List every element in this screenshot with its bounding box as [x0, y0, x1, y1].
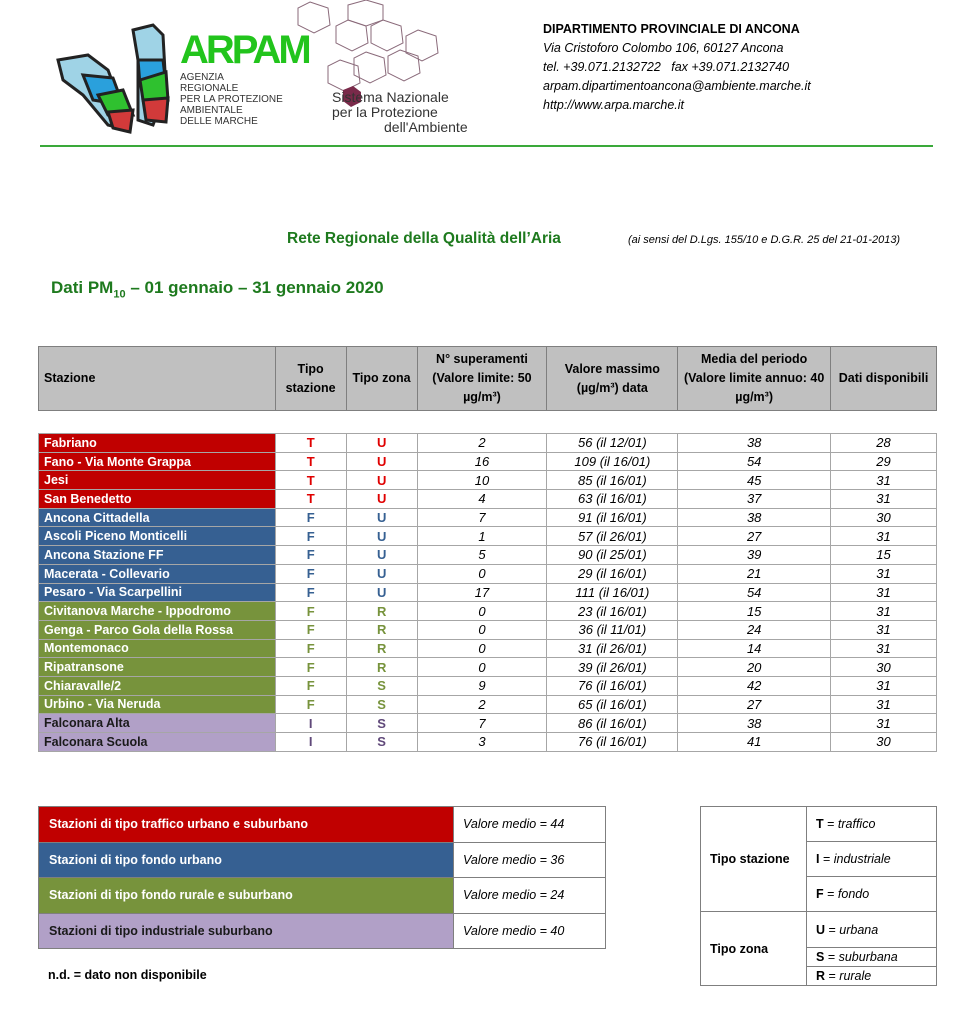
superamenti-cell: 0 — [417, 564, 547, 583]
key-desc: traffico — [837, 817, 876, 831]
table-row — [39, 490, 937, 509]
arpam-logo-text: ARPAM — [180, 28, 309, 72]
valore-massimo-cell: 76 (il 16/01) — [547, 676, 678, 695]
column-header-valore-massimo: Valore massimo (µg/m³) data — [547, 347, 678, 411]
table-row — [39, 452, 937, 471]
tipo-zona-cell: U — [346, 508, 417, 527]
tipo-zona-cell: U — [346, 546, 417, 565]
superamenti-cell: 7 — [417, 714, 547, 733]
agency-line: AGENZIA — [180, 72, 224, 83]
table-row — [39, 434, 937, 453]
key-R: R = rurale — [807, 967, 937, 986]
station-name-cell: Pesaro - Via Scarpellini — [39, 583, 276, 602]
legend-label: Stazioni di tipo industriale suburbano — [39, 913, 454, 949]
key-I: I = industriale — [807, 842, 937, 877]
key-desc: urbana — [839, 922, 879, 937]
table-row — [39, 639, 937, 658]
superamenti-cell: 9 — [417, 676, 547, 695]
superamenti-cell: 3 — [417, 733, 547, 752]
legend-label: Stazioni di tipo traffico urbano e suburbano — [39, 807, 454, 843]
valore-massimo-cell: 36 (il 11/01) — [547, 620, 678, 639]
tipo-stazione-cell: F — [275, 527, 346, 546]
legend-row — [39, 807, 606, 843]
agency-line: REGIONALE — [180, 83, 239, 94]
station-name-cell: Civitanova Marche - Ippodromo — [39, 602, 276, 621]
station-name-cell: Ancona Stazione FF — [39, 546, 276, 565]
station-name-cell: San Benedetto — [39, 490, 276, 509]
tipo-zona-cell: S — [346, 714, 417, 733]
dati-disponibili-cell: 31 — [831, 490, 937, 509]
superamenti-cell: 7 — [417, 508, 547, 527]
department-contact — [543, 20, 811, 115]
media-periodo-cell: 54 — [678, 583, 831, 602]
dati-disponibili-cell: 31 — [831, 714, 937, 733]
key-desc: industriale — [833, 852, 891, 866]
dati-disponibili-cell: 30 — [831, 658, 937, 677]
key-desc: fondo — [837, 887, 870, 901]
table-row — [39, 546, 937, 565]
pm10-data-table — [38, 433, 937, 752]
subtitle-period: – 01 gennaio – 31 gennaio 2020 — [125, 278, 384, 297]
media-periodo-cell: 42 — [678, 676, 831, 695]
column-header-tipo-stazione: Tipo stazione — [275, 347, 346, 411]
snpa-logo-text — [332, 90, 532, 135]
dati-disponibili-cell: 31 — [831, 602, 937, 621]
subtitle-text: Dati PM — [51, 278, 114, 297]
tipo-zona-cell: U — [346, 490, 417, 509]
tipo-stazione-cell: F — [275, 508, 346, 527]
station-name-cell: Jesi — [39, 471, 276, 490]
legend-row — [39, 913, 606, 949]
valore-massimo-cell: 39 (il 26/01) — [547, 658, 678, 677]
nd-note: n.d. = dato non disponibile — [48, 968, 207, 982]
table-row — [39, 676, 937, 695]
media-periodo-cell: 54 — [678, 452, 831, 471]
superamenti-cell: 0 — [417, 620, 547, 639]
key-code: R — [816, 969, 826, 983]
agency-line: AMBIENTALE — [180, 105, 243, 116]
tipo-zona-cell: S — [346, 676, 417, 695]
header-divider — [40, 145, 933, 147]
tipo-zona-cell: R — [346, 658, 417, 677]
legal-note: (ai sensi del D.Lgs. 155/10 e D.G.R. 25 del 21-01-2013) — [628, 234, 901, 246]
legend-average-value: Valore medio = 24 — [454, 878, 606, 914]
media-periodo-cell: 27 — [678, 527, 831, 546]
key-desc: suburbana — [838, 950, 898, 964]
station-name-cell: Urbino - Via Neruda — [39, 695, 276, 714]
column-header-media: Media del periodo (Valore limite annuo: 40 µg/m³) — [678, 347, 831, 411]
station-name-cell: Ancona Cittadella — [39, 508, 276, 527]
key-F: F = fondo — [807, 877, 937, 912]
valore-massimo-cell: 65 (il 16/01) — [547, 695, 678, 714]
media-periodo-cell: 38 — [678, 434, 831, 453]
valore-massimo-cell: 29 (il 16/01) — [547, 564, 678, 583]
tipo-zona-cell: R — [346, 602, 417, 621]
agency-name — [180, 72, 300, 127]
group-average-legend — [38, 806, 606, 949]
media-periodo-cell: 37 — [678, 490, 831, 509]
valore-massimo-cell: 31 (il 26/01) — [547, 639, 678, 658]
legend-label: Stazioni di tipo fondo urbano — [39, 842, 454, 878]
key-desc: rurale — [839, 969, 872, 983]
station-name-cell: Chiaravalle/2 — [39, 676, 276, 695]
dati-disponibili-cell: 30 — [831, 508, 937, 527]
table-row — [39, 620, 937, 639]
legend-label: Stazioni di tipo fondo rurale e suburbano — [39, 878, 454, 914]
station-name-cell: Fano - Via Monte Grappa — [39, 452, 276, 471]
tipo-stazione-cell: T — [275, 452, 346, 471]
valore-massimo-cell: 90 (il 25/01) — [547, 546, 678, 565]
media-periodo-cell: 24 — [678, 620, 831, 639]
website-link[interactable]: http://www.arpa.marche.it — [543, 98, 685, 112]
table-row — [39, 527, 937, 546]
snpa-line: per la Protezione — [332, 104, 438, 120]
department-name: DIPARTIMENTO PROVINCIALE DI ANCONA — [543, 22, 800, 36]
tipo-stazione-cell: T — [275, 471, 346, 490]
media-periodo-cell: 21 — [678, 564, 831, 583]
superamenti-cell: 0 — [417, 602, 547, 621]
media-periodo-cell: 41 — [678, 733, 831, 752]
superamenti-cell: 10 — [417, 471, 547, 490]
valore-massimo-cell: 76 (il 16/01) — [547, 733, 678, 752]
tipo-stazione-cell: I — [275, 714, 346, 733]
dati-disponibili-cell: 31 — [831, 583, 937, 602]
superamenti-cell: 2 — [417, 695, 547, 714]
station-name-cell: Genga - Parco Gola della Rossa — [39, 620, 276, 639]
tipo-zona-cell: U — [346, 452, 417, 471]
snpa-line: dell'Ambiente — [384, 119, 468, 135]
page-subtitle — [51, 278, 384, 300]
key-T: T = traffico — [807, 807, 937, 842]
tipo-stazione-cell: F — [275, 676, 346, 695]
dati-disponibili-cell: 31 — [831, 695, 937, 714]
tipo-stazione-cell: F — [275, 583, 346, 602]
station-name-cell: Ascoli Piceno Monticelli — [39, 527, 276, 546]
dati-disponibili-cell: 28 — [831, 434, 937, 453]
station-name-cell: Falconara Scuola — [39, 733, 276, 752]
dati-disponibili-cell: 31 — [831, 676, 937, 695]
tipo-stazione-cell: I — [275, 733, 346, 752]
type-key-table — [700, 806, 937, 986]
media-periodo-cell: 38 — [678, 508, 831, 527]
valore-massimo-cell: 91 (il 16/01) — [547, 508, 678, 527]
tipo-stazione-cell: T — [275, 490, 346, 509]
superamenti-cell: 1 — [417, 527, 547, 546]
tipo-stazione-cell: F — [275, 564, 346, 583]
media-periodo-cell: 38 — [678, 714, 831, 733]
valore-massimo-cell: 86 (il 16/01) — [547, 714, 678, 733]
superamenti-cell: 0 — [417, 658, 547, 677]
tipo-zona-cell: U — [346, 434, 417, 453]
dati-disponibili-cell: 31 — [831, 471, 937, 490]
tipo-zona-cell: U — [346, 564, 417, 583]
valore-massimo-cell: 57 (il 26/01) — [547, 527, 678, 546]
superamenti-cell: 0 — [417, 639, 547, 658]
key-tipo-stazione: Tipo stazione — [701, 807, 807, 912]
table-row — [39, 508, 937, 527]
table-row — [39, 658, 937, 677]
tipo-zona-cell: U — [346, 583, 417, 602]
column-header-dati: Dati disponibili — [831, 347, 937, 411]
table-row — [39, 733, 937, 752]
key-code: S — [816, 950, 825, 964]
key-code: T — [816, 817, 824, 831]
key-code: U — [816, 922, 826, 937]
station-name-cell: Macerata - Collevario — [39, 564, 276, 583]
dati-disponibili-cell: 30 — [831, 733, 937, 752]
page-title: Rete Regionale della Qualità dell’Aria — [287, 230, 561, 247]
agency-line: PER LA PROTEZIONE — [180, 94, 283, 105]
column-header-stazione: Stazione — [39, 347, 276, 411]
dati-disponibili-cell: 31 — [831, 564, 937, 583]
legend-average-value: Valore medio = 40 — [454, 913, 606, 949]
tipo-zona-cell: R — [346, 620, 417, 639]
subtitle-subscript: 10 — [113, 288, 126, 301]
station-name-cell: Ripatransone — [39, 658, 276, 677]
tipo-zona-cell: U — [346, 471, 417, 490]
tipo-zona-cell: S — [346, 695, 417, 714]
table-row — [39, 714, 937, 733]
tipo-zona-cell: S — [346, 733, 417, 752]
dati-disponibili-cell: 31 — [831, 639, 937, 658]
tipo-stazione-cell: F — [275, 639, 346, 658]
media-periodo-cell: 39 — [678, 546, 831, 565]
table-row — [39, 602, 937, 621]
key-code: I — [816, 852, 820, 866]
tipo-stazione-cell: F — [275, 695, 346, 714]
dati-disponibili-cell: 15 — [831, 546, 937, 565]
superamenti-cell: 16 — [417, 452, 547, 471]
station-name-cell: Falconara Alta — [39, 714, 276, 733]
legend-row — [39, 878, 606, 914]
superamenti-cell: 5 — [417, 546, 547, 565]
key-tipo-zona: Tipo zona — [701, 912, 807, 986]
superamenti-cell: 2 — [417, 434, 547, 453]
media-periodo-cell: 15 — [678, 602, 831, 621]
superamenti-cell: 4 — [417, 490, 547, 509]
tipo-stazione-cell: F — [275, 546, 346, 565]
key-S: S = suburbana — [807, 948, 937, 967]
email-link[interactable]: arpam.dipartimentoancona@ambiente.marche.it — [543, 79, 811, 93]
snpa-line: Sistema Nazionale — [332, 89, 449, 105]
table-row — [39, 583, 937, 602]
phone-fax: tel. +39.071.2132722 fax +39.071.2132740 — [543, 60, 790, 74]
table-header — [38, 346, 937, 411]
tipo-stazione-cell: F — [275, 658, 346, 677]
agency-line: DELLE MARCHE — [180, 116, 258, 127]
valore-massimo-cell: 63 (il 16/01) — [547, 490, 678, 509]
valore-massimo-cell: 85 (il 16/01) — [547, 471, 678, 490]
tipo-stazione-cell: F — [275, 602, 346, 621]
dati-disponibili-cell: 31 — [831, 620, 937, 639]
tipo-stazione-cell: T — [275, 434, 346, 453]
table-row — [39, 471, 937, 490]
media-periodo-cell: 20 — [678, 658, 831, 677]
media-periodo-cell: 14 — [678, 639, 831, 658]
valore-massimo-cell: 56 (il 12/01) — [547, 434, 678, 453]
table-row — [39, 564, 937, 583]
key-code: F — [816, 887, 824, 901]
media-periodo-cell: 45 — [678, 471, 831, 490]
tipo-zona-cell: U — [346, 527, 417, 546]
valore-massimo-cell: 109 (il 16/01) — [547, 452, 678, 471]
legend-average-value: Valore medio = 36 — [454, 842, 606, 878]
valore-massimo-cell: 23 (il 16/01) — [547, 602, 678, 621]
tipo-stazione-cell: F — [275, 620, 346, 639]
station-name-cell: Montemonaco — [39, 639, 276, 658]
dati-disponibili-cell: 29 — [831, 452, 937, 471]
table-row — [39, 695, 937, 714]
legend-row — [39, 842, 606, 878]
superamenti-cell: 17 — [417, 583, 547, 602]
column-header-superamenti: N° superamenti (Valore limite: 50 µg/m³) — [417, 347, 547, 411]
valore-massimo-cell: 111 (il 16/01) — [547, 583, 678, 602]
column-header-tipo-zona: Tipo zona — [346, 347, 417, 411]
station-name-cell: Fabriano — [39, 434, 276, 453]
key-U: U = urbana — [807, 912, 937, 948]
media-periodo-cell: 27 — [678, 695, 831, 714]
dati-disponibili-cell: 31 — [831, 527, 937, 546]
tipo-zona-cell: R — [346, 639, 417, 658]
address: Via Cristoforo Colombo 106, 60127 Ancona — [543, 41, 784, 55]
legend-average-value: Valore medio = 44 — [454, 807, 606, 843]
